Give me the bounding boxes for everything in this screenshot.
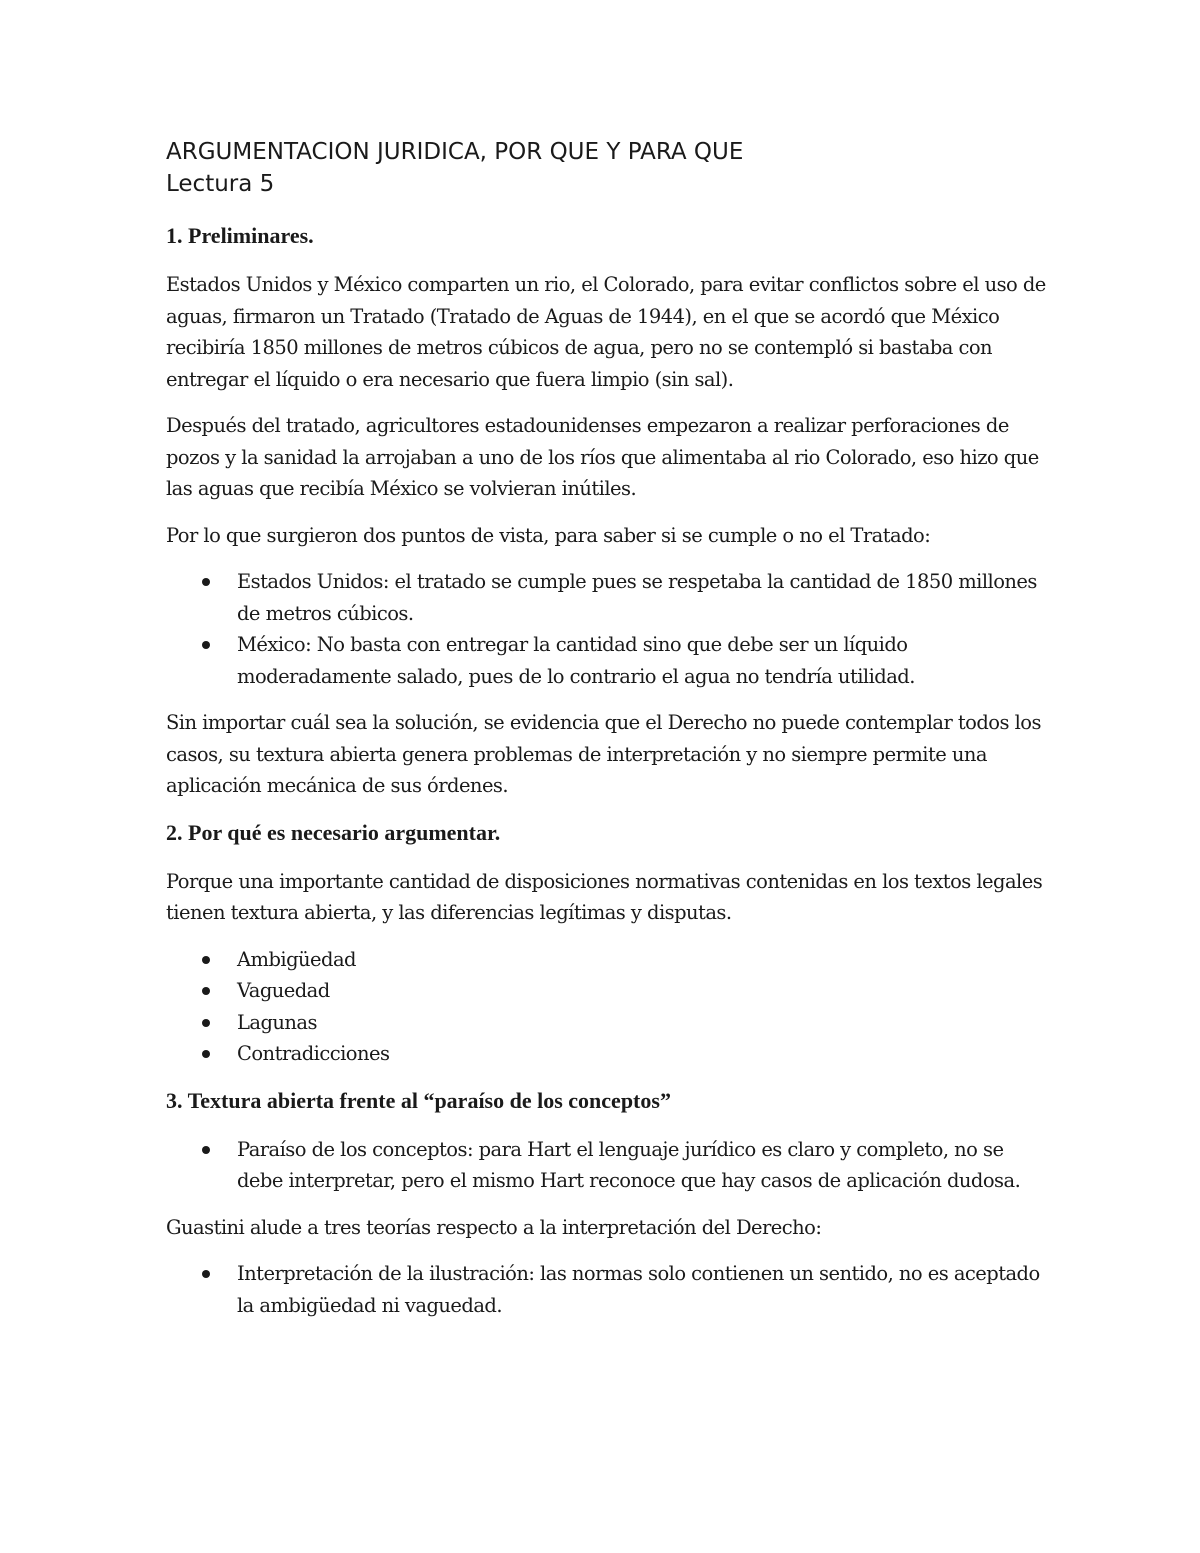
bullet-icon xyxy=(202,578,210,586)
document-title: ARGUMENTACION JURIDICA, POR QUE Y PARA QUE xyxy=(166,139,744,165)
list-item xyxy=(166,1134,1046,1197)
bullet-icon xyxy=(202,1270,210,1278)
list-item xyxy=(166,944,1046,976)
bullet-list xyxy=(166,1134,1046,1197)
list-item xyxy=(166,566,1046,629)
list-item-text: Ambigüedad xyxy=(237,947,356,971)
list-item xyxy=(166,629,1046,692)
list-item xyxy=(166,975,1046,1007)
bullet-icon xyxy=(202,956,210,964)
list-item-text: México: No basta con entregar la cantidad sino que debe ser un líquido moderadamente salado, pues de lo contrario el agua no tendría utilidad. xyxy=(237,633,915,688)
bullet-list xyxy=(166,1258,1046,1321)
bullet-icon xyxy=(202,1146,210,1154)
bullet-icon xyxy=(202,987,210,995)
section-heading-textura-abierta: 3. Textura abierta frente al “paraíso de los conceptos” xyxy=(166,1087,671,1113)
list-item-text: Lagunas xyxy=(237,1010,317,1034)
list-item xyxy=(166,1038,1046,1070)
list-item xyxy=(166,1007,1046,1039)
list-item-text: Paraíso de los conceptos: para Hart el lenguaje jurídico es claro y completo, no se debe interpretar, pero el mismo Hart reconoce que hay casos de aplicación dudosa. xyxy=(237,1137,1021,1192)
paragraph: Estados Unidos y México comparten un rio, el Colorado, para evitar conflictos sobre el uso de aguas, firmaron un Tratado (Tratado de Aguas de 1944), en el que se acordó que México recibiría 1850 millones de metros cúbicos de agua, pero no se contempló si bastaba con entregar el líquido o era necesario que fuera limpio (sin sal). xyxy=(166,273,1046,391)
list-item-text: Interpretación de la ilustración: las normas solo contienen un sentido, no es aceptado la ambigüedad ni vaguedad. xyxy=(237,1262,1040,1317)
paragraph: Sin importar cuál sea la solución, se evidencia que el Derecho no puede contemplar todos los casos, su textura abierta genera problemas de interpretación y no siempre permite una aplicación mecánica de sus órdenes. xyxy=(166,711,1041,797)
document-subtitle: Lectura 5 xyxy=(166,171,275,197)
paragraph: Después del tratado, agricultores estadounidenses empezaron a realizar perforaciones de pozos y la sanidad la arrojaban a uno de los ríos que alimentaba al rio Colorado, eso hizo que las aguas que recibía México se volvieran inútiles. xyxy=(166,414,1039,500)
list-item-text: Contradicciones xyxy=(237,1042,390,1065)
bullet-list xyxy=(166,566,1046,692)
bullet-list xyxy=(166,944,1046,1070)
bullet-icon xyxy=(202,1019,210,1027)
section-heading-argumentar: 2. Por qué es necesario argumentar. xyxy=(166,819,501,845)
document-page xyxy=(166,136,1046,1336)
list-item-text: Vaguedad xyxy=(237,979,330,1002)
list-item-text: Estados Unidos: el tratado se cumple pues se respetaba la cantidad de 1850 millones de metros cúbicos. xyxy=(237,570,1037,625)
paragraph: Guastini alude a tres teorías respecto a la interpretación del Derecho: xyxy=(166,1215,822,1239)
paragraph: Porque una importante cantidad de disposiciones normativas contenidas en los textos legales tienen textura abierta, y las diferencias legítimas y disputas. xyxy=(166,869,1043,924)
list-item xyxy=(166,1258,1046,1321)
bullet-icon xyxy=(202,1050,210,1058)
section-heading-preliminares: 1. Preliminares. xyxy=(166,223,314,248)
bullet-icon xyxy=(202,641,210,649)
paragraph: Por lo que surgieron dos puntos de vista, para saber si se cumple o no el Tratado: xyxy=(166,523,931,547)
